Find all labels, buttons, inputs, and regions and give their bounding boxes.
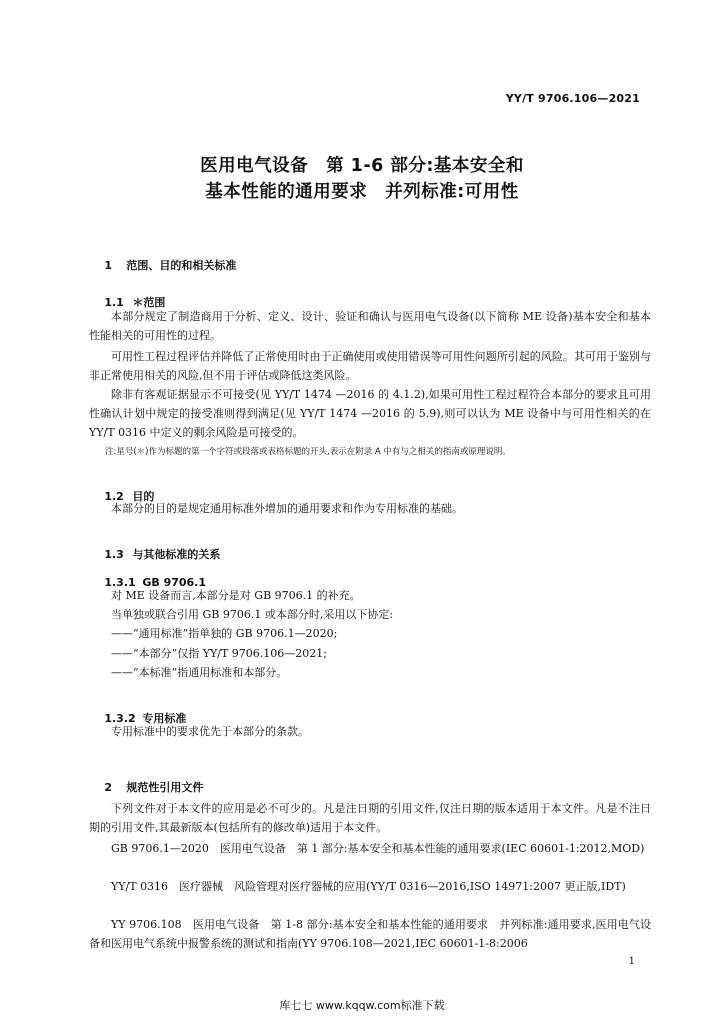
watermark-footer: 库七七 www.kqqw.com标准下载 (279, 999, 445, 1012)
title-line-2: 基本性能的通用要求 并列标准:可用性 (205, 182, 519, 202)
section-number: 1.1 (104, 296, 124, 309)
section-number: 1.3 (104, 548, 124, 561)
reference-gb9706-1: GB 9706.1—2020 医用电气设备 第 1 部分:基本安全和基本性能的通用要求(IEC 60601-1:2012,MOD) (111, 842, 645, 855)
relation-line-5: ——“本标准”指通用标准和本部分。 (111, 666, 288, 679)
reference-yy9706-108: YY 9706.108 医用电气设备 第 1-8 部分:基本安全和基本性能的通用要求 并列标准:通用要求,医用电气设备和医用电气系统中报警系统的测试和指南(YY 9706.108—2021,IEC 60601-1-8:2006 (89, 918, 651, 950)
section-title: 与其他标准的关系 (132, 548, 221, 561)
paragraph-scope-3: 除非有客观证据显示不可接受(见 YY/T 1474 —2016 的 4.1.2),如果可用性工程过程符合本部分的要求且可用性确认计划中规定的接受准则得到满足(见 YY/T 1474 —2016 的 5.9),则可以认为 ME 设备中与可用性相关的在 YY/T 0316 中定义的剩余风险是可接受的。 (89, 388, 651, 439)
section-title: 规范性引用文件 (126, 781, 204, 794)
relation-line-2: 当单独或联合引用 GB 9706.1 或本部分时,采用以下协定: (111, 608, 394, 621)
title-line-1: 医用电气设备 第 1-6 部分:基本安全和 (200, 156, 524, 176)
section-number: 1 (104, 259, 112, 272)
section-title: 范围、目的和相关标准 (126, 259, 237, 272)
section-number: 1.3.2 (104, 712, 136, 725)
relation-line-3: ——“通用标准”指单独的 GB 9706.1—2020; (111, 627, 338, 640)
standard-code: YY/T 9706.106—2021 (505, 92, 640, 105)
note-asterisk: 注:星号(＊)作为标题的第一个字符或段落或表格标题的开头,表示在附录 A 中有与之相关的指南或原理说明。 (105, 447, 511, 457)
section-title: 目的 (132, 490, 155, 503)
paragraph-purpose: 本部分的目的是规定通用标准外增加的通用要求和作为专用标准的基础。 (111, 502, 463, 515)
section-number: 1.3.1 (104, 576, 136, 589)
section-number: 1.2 (104, 490, 124, 503)
section-title: GB 9706.1 (142, 576, 207, 589)
paragraph-particular: 专用标准中的要求优先于本部分的条款。 (111, 725, 309, 738)
reference-yyt0316: YY/T 0316 医疗器械 风险管理对医疗器械的应用(YY/T 0316—2016,ISO 14971:2007 更正版,IDT) (111, 880, 626, 893)
page-number: 1 (628, 956, 635, 967)
document-title (0, 153, 724, 205)
section-title: 专用标准 (142, 712, 187, 725)
section-title: ＊范围 (132, 296, 166, 309)
section-1-heading (89, 244, 236, 286)
paragraph-scope-2: 可用性工程过程评估并降低了正常使用时由于正确使用或使用错误等可用性问题所引起的风险。其可用于鉴别与非正常使用相关的风险,但不用于评估或降低这类风险。 (89, 350, 651, 382)
relation-line-1: 对 ME 设备而言,本部分是对 GB 9706.1 的补充。 (111, 589, 361, 602)
paragraph-scope-1: 本部分规定了制造商用于分析、定义、设计、验证和确认与医用电气设备(以下简称 ME 设备)基本安全和基本性能相关的可用性的过程。 (89, 310, 651, 342)
section-number: 2 (104, 781, 112, 794)
paragraph-normative: 下列文件对于本文件的应用是必不可少的。凡是注日期的引用文件,仅注日期的版本适用于本文件。凡是不注日期的引用文件,其最新版本(包括所有的修改单)适用于本文件。 (89, 802, 651, 834)
relation-line-4: ——“本部分”仅指 YY/T 9706.106—2021; (111, 647, 327, 660)
